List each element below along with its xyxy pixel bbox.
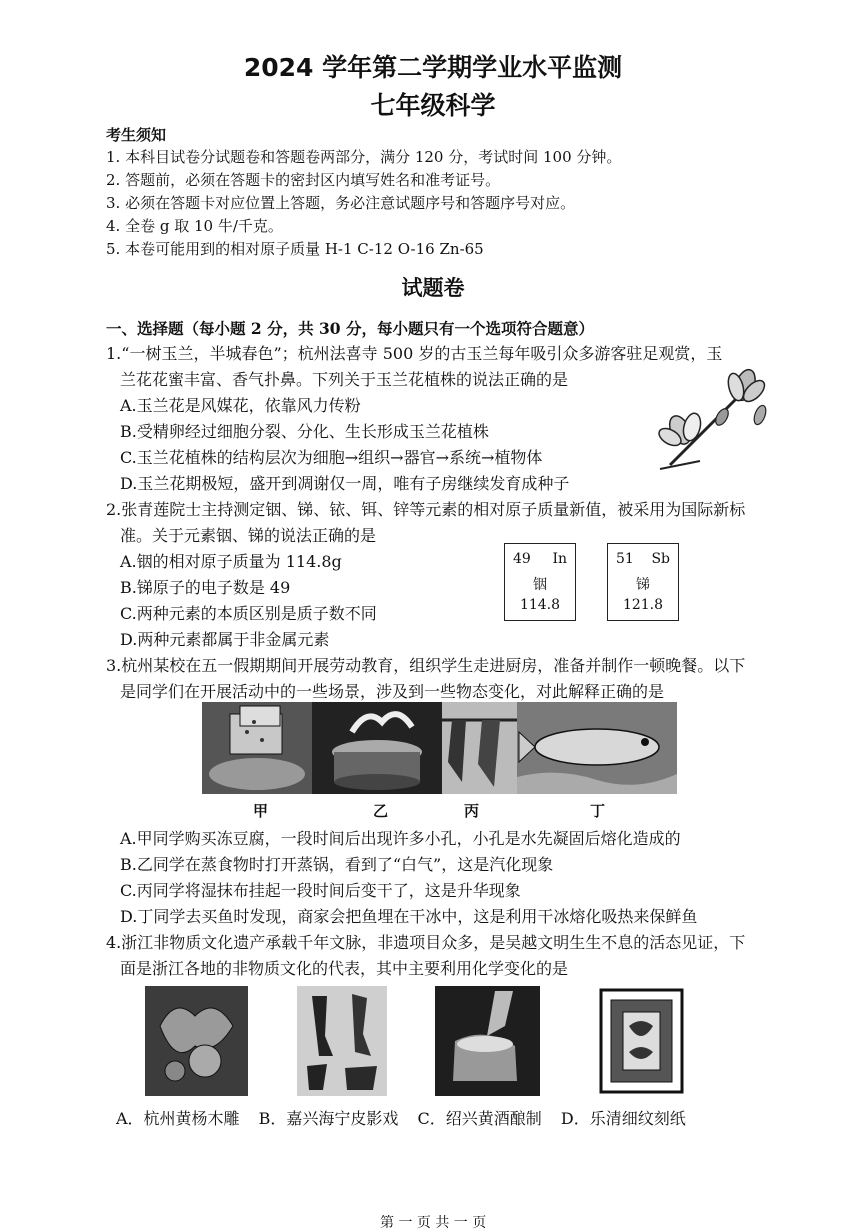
notice-item: 1. 本科目试卷分试题卷和答题卷两部分，满分 120 分，考试时间 100 分钟。 — [106, 148, 622, 166]
section-title: 试题卷 — [401, 276, 465, 300]
exam-title: 2024 学年第二学期学业水平监测 — [243, 53, 623, 82]
page-footer: 第 一 页 共 一 页 — [380, 1215, 487, 1231]
q4-options — [116, 1106, 700, 1129]
atomic-number: 49 — [513, 551, 531, 567]
photo-steamer-pot — [312, 702, 442, 794]
magnolia-illustration — [650, 365, 770, 475]
photo-wet-cloth — [442, 702, 517, 794]
element-card-antimony — [607, 543, 679, 621]
caption-yi: 乙 — [373, 802, 389, 820]
q3-option-b: B.乙同学在蒸食物时打开蒸锅，看到了“白气”，这是汽化现象 — [120, 855, 554, 874]
q2-option-a: A.铟的相对原子质量为 114.8g — [120, 552, 342, 571]
photo-rice-wine-brewing — [435, 986, 540, 1096]
q2-stem: 2.张青莲院士主持测定铟、锑、铱、铒、锌等元素的相对原子质量新值，被采用为国际新标 — [106, 500, 746, 519]
q3-stem-cont: 是同学们在开展活动中的一些场景，涉及到一些物态变化，对此解释正确的是 — [120, 682, 665, 701]
q4-stem-cont: 面是浙江各地的非物质文化的代表，其中主要利用化学变化的是 — [120, 959, 569, 978]
q1-option-a: A.玉兰花是风媒花，依靠风力传粉 — [120, 396, 361, 415]
q2-option-b: B.锑原子的电子数是 49 — [120, 578, 291, 597]
notice-item: 4. 全卷 g 取 10 牛/千克。 — [106, 217, 283, 235]
element-name: 锑 — [636, 577, 650, 593]
q3-stem: 3.杭州某校在五一假期期间开展劳动教育，组织学生走进厨房，准备并制作一顿晚餐。以下 — [106, 656, 746, 675]
q3-option-a: A.甲同学购买冻豆腐，一段时间后出现许多小孔，小孔是水先凝固后熔化造成的 — [120, 829, 681, 848]
notice-item: 5. 本卷可能用到的相对原子质量 H-1 C-12 O-16 Zn-65 — [106, 240, 484, 258]
q2-option-c: C.两种元素的本质区别是质子数不同 — [120, 604, 377, 623]
element-name: 铟 — [533, 577, 547, 593]
caption-bing: 丙 — [464, 802, 480, 820]
q4-option-c: C．绍兴黄酒酿制 — [417, 1109, 542, 1128]
q4-option-a: A．杭州黄杨木雕 — [116, 1109, 240, 1128]
atomic-mass: 121.8 — [622, 597, 664, 613]
q1-option-d: D.玉兰花期极短，盛开到凋谢仅一周，唯有子房继续发育成种子 — [120, 474, 570, 493]
atomic-mass: 114.8 — [519, 597, 561, 613]
part-heading: 一、选择题（每小题 2 分，共 30 分，每小题只有一个选项符合题意） — [106, 319, 594, 338]
q1-option-b: B.受精卵经过细胞分裂、分化、生长形成玉兰花植株 — [120, 422, 489, 441]
q3-option-d: D.丁同学去买鱼时发现，商家会把鱼埋在干冰中，这是利用干冰熔化吸热来保鲜鱼 — [120, 907, 698, 926]
q1-stem: 1.“一树玉兰，半城春色”；杭州法喜寺 500 岁的古玉兰每年吸引众多游客驻足观赏，玉 — [106, 344, 723, 363]
element-card-indium — [504, 543, 576, 621]
q2-stem-cont: 准。关于元素铟、锑的说法正确的是 — [120, 526, 377, 545]
caption-jia: 甲 — [253, 802, 269, 820]
q4-option-d: D．乐清细纹刻纸 — [560, 1109, 686, 1128]
q2-option-d: D.两种元素都属于非金属元素 — [120, 630, 330, 649]
notice-item: 2. 答题前，必须在答题卡的密封区内填写姓名和准考证号。 — [106, 171, 501, 189]
q3-option-c: C.丙同学将湿抹布挂起一段时间后变干了，这是升华现象 — [120, 881, 521, 900]
photo-paper-cut — [597, 986, 686, 1096]
q1-option-c: C.玉兰花植株的结构层次为细胞→组织→器官→系统→植物体 — [120, 448, 543, 467]
photo-boxwood-carving — [145, 986, 248, 1096]
photo-shadow-puppet — [297, 986, 387, 1096]
exam-subject: 七年级科学 — [370, 91, 496, 120]
notice-item: 3. 必须在答题卡对应位置上答题，务必注意试题序号和答题序号对应。 — [106, 194, 576, 212]
atomic-number: 51 — [616, 551, 634, 567]
q4-option-b: B．嘉兴海宁皮影戏 — [258, 1109, 399, 1128]
caption-ding: 丁 — [590, 802, 606, 820]
photo-frozen-tofu — [202, 702, 312, 794]
notice-heading: 考生须知 — [106, 126, 167, 144]
q1-stem-cont: 兰花花蜜丰富、香气扑鼻。下列关于玉兰花植株的说法正确的是 — [120, 370, 569, 389]
element-symbol: In — [552, 551, 567, 567]
photo-fish-on-ice — [517, 702, 677, 794]
element-symbol: Sb — [651, 551, 670, 567]
q4-stem: 4.浙江非物质文化遗产承载千年文脉，非遗项目众多，是吴越文明生生不息的活态见证，下 — [106, 933, 746, 952]
